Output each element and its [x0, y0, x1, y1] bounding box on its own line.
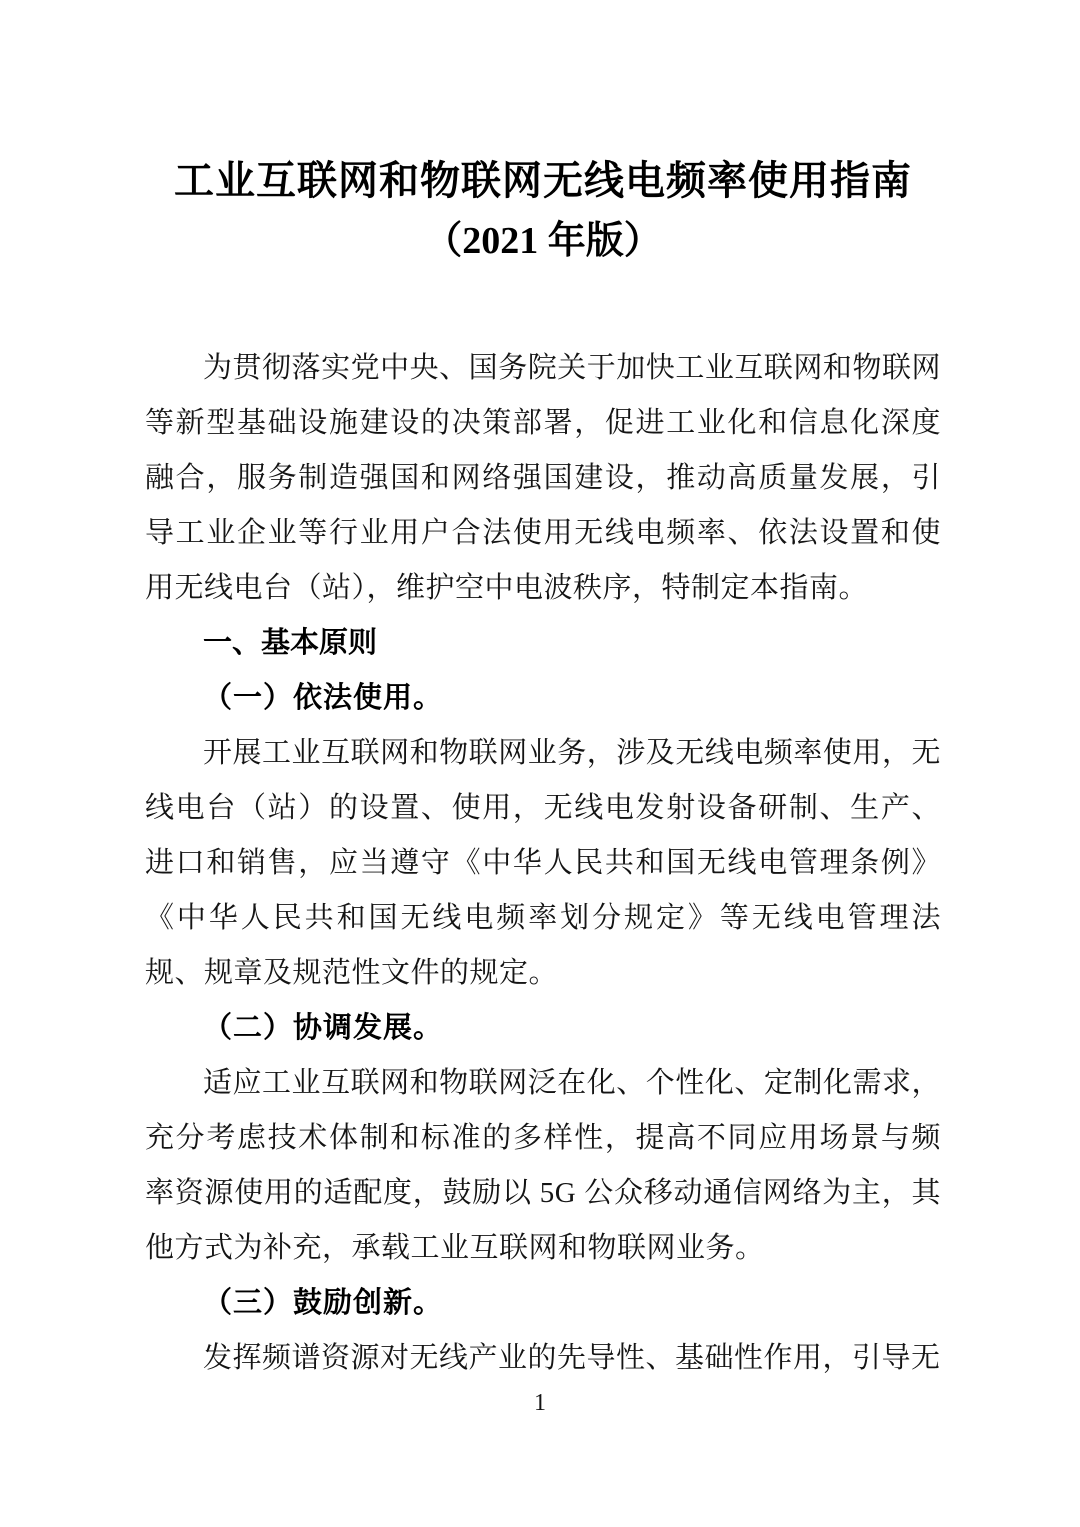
- paragraph-encourage-innovation: 发挥频谱资源对无线产业的先导性、基础性作用，引导无: [203, 1342, 941, 1374]
- document-title-line-1: 工业互联网和物联网无线电频率使用指南: [174, 158, 912, 203]
- intro-paragraph: 为贯彻落实党中央、国务院关于加快工业互联网和物联网等新型基础设施建设的决策部署，促进工业化和信息化深度融合，服务制造强国和网络强国建设，推动高质量发展，引导工业企业等行业用户合法使用无线电频率、依法设置和使用无线电台（站），维护空中电波秩序，特制定本指南。: [145, 352, 941, 604]
- document-body: [145, 341, 941, 1386]
- document-title: [145, 150, 941, 270]
- subsection-heading-coordinated-development: （二）协调发展。: [203, 1012, 444, 1044]
- section-heading-basic-principles: 一、基本原则: [203, 627, 378, 659]
- paragraph-coordinated-development: 适应工业互联网和物联网泛在化、个性化、定制化需求，充分考虑技术体制和标准的多样性，提高不同应用场景与频率资源使用的适配度，鼓励以 5G 公众移动通信网络为主，其他方式为补充，承载工业互联网和物联网业务。: [145, 1067, 941, 1264]
- paragraph-lawful-use: 开展工业互联网和物联网业务，涉及无线电频率使用，无线电台（站）的设置、使用，无线电发射设备研制、生产、进口和销售，应当遵守《中华人民共和国无线电管理条例》《中华人民共和国无线电频率划分规定》等无线电管理法规、规章及规范性文件的规定。: [145, 737, 941, 989]
- subsection-heading-lawful-use: （一）依法使用。: [203, 682, 444, 714]
- page-number: 1: [534, 1390, 546, 1416]
- document-title-line-2: （2021 年版）: [424, 220, 662, 262]
- subsection-heading-encourage-innovation: （三）鼓励创新。: [203, 1287, 444, 1319]
- document-content: [145, 150, 941, 1386]
